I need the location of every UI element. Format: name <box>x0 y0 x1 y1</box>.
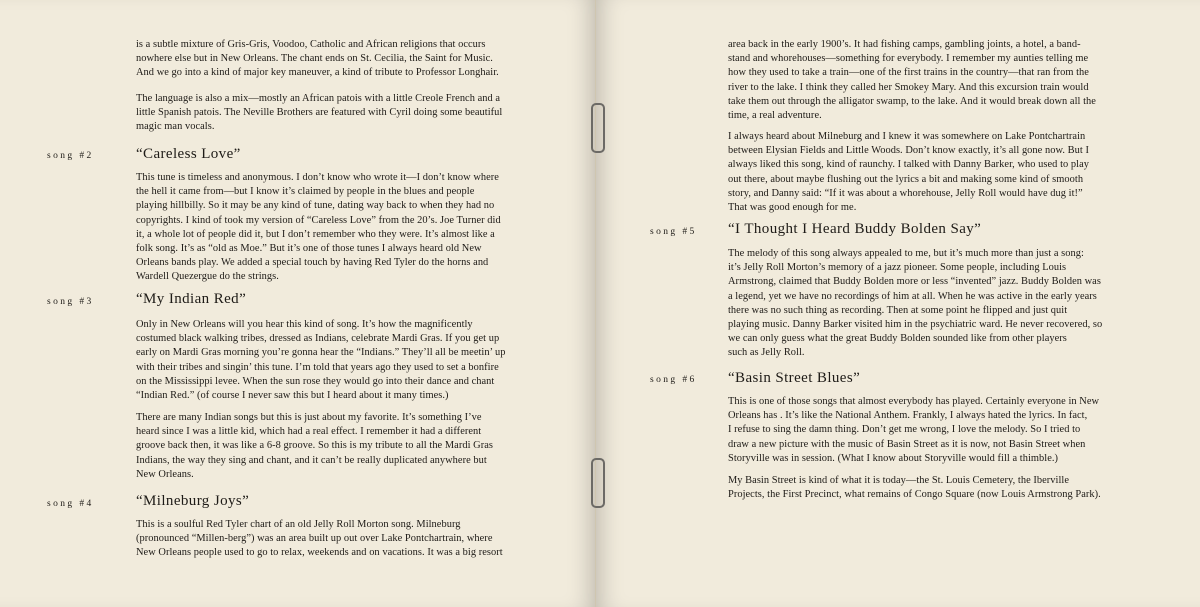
text-line: there was no such thing as recording. Then at some point he flipped and just quit <box>728 304 1068 316</box>
song-2-label: song #2 <box>47 151 94 161</box>
milneburg-continued-1 <box>728 38 1096 123</box>
text-line: nowhere else but in New Orleans. The chant ends on St. Cecilia, the Saint for Music. <box>136 53 493 65</box>
text-line: a legend, yet we have no recordings of him at all. When he was active in the early years <box>728 290 1097 302</box>
staple-top <box>591 103 605 153</box>
song-3-title: “My Indian Red” <box>136 291 247 307</box>
text-line: “Indian Red.” (of course I never saw this but I heard about it many times.) <box>136 390 449 402</box>
text-line: There are many Indian songs but this is just about my favorite. It’s something I’ve <box>136 412 482 423</box>
text-line: on the Mississippi levee. When the sun rose they would go into their dance and chant <box>136 375 495 387</box>
song-3-body-1 <box>136 318 505 403</box>
text-line: river to the lake. I think they called her Smokey Mary. And this excursion train would <box>728 81 1089 93</box>
song-4-body <box>136 518 503 561</box>
text-line: Only in New Orleans will you hear this kind of song. It’s how the magnificently <box>136 319 473 330</box>
right-page <box>596 0 1200 607</box>
text-line: Storyville was in session. (What I know about Storyville would fill a thimble.) <box>728 452 1059 464</box>
text-line: Indians, the way they sing and chant, and it can’t be really duplicated anywhere but <box>136 454 487 466</box>
text-line: heard since I was a little kid, which had a real effect. I remember it had a different <box>136 426 482 438</box>
song-4-label: song #4 <box>47 499 94 509</box>
text-line: And we go into a kind of major key maneuver, a kind of tribute to Professor Longhair. <box>136 67 499 79</box>
song-3-body-2 <box>136 411 493 482</box>
text-line: always liked this song, kind of raunchy. I talked with Danny Barker, who used to play <box>728 159 1089 171</box>
text-line: with their tribes and singin’ this tune. I’m told that years ago they used to set a bonfire <box>136 361 499 373</box>
language-paragraph <box>136 92 502 135</box>
text-line: This tune is timeless and anonymous. I don’t know who wrote it—I don’t know where <box>136 172 499 183</box>
text-line: the hell it came from—but I know it’s claimed by people in the blues and people <box>136 186 475 198</box>
text-line: New Orleans people used to go to relax, weekends and on vacations. It was a big resort <box>136 547 503 559</box>
song-6-label: song #6 <box>650 375 697 385</box>
song-3-label: song #3 <box>47 297 94 307</box>
song-2-body <box>136 171 501 285</box>
text-line: I refuse to sing the damn thing. Don’t get me wrong, I love the melody. So I tried to <box>728 424 1081 436</box>
text-line: between Elysian Fields and Little Woods. Don’t know exactly, it’s all gone now. But I <box>728 145 1089 157</box>
text-line: draw a new picture with the music of Basin Street as it is now, not Basin Street when <box>728 438 1086 450</box>
song-6-title: “Basin Street Blues” <box>728 370 861 386</box>
text-line: Wardell Quezergue do the strings. <box>136 271 279 283</box>
text-line: This is one of those songs that almost everybody has played. Certainly everyone in New <box>728 396 1100 407</box>
text-line: Orleans bands play. We added a special touch by having Red Tyler do the horns and <box>136 257 489 269</box>
milneburg-continued-2 <box>728 130 1089 215</box>
text-line: little Spanish patois. The Neville Brothers are featured with Cyril doing some beautiful <box>136 107 503 119</box>
song-5-body <box>728 247 1102 361</box>
text-line: My Basin Street is kind of what it is today—the St. Louis Cemetery, the Iberville <box>728 475 1070 486</box>
text-line: copyrights. I kind of took my version of “Careless Love” from the 20’s. Joe Turner did <box>136 214 501 226</box>
text-line: Projects, the First Precinct, what remains of Congo Square (now Louis Armstrong Park). <box>728 489 1101 501</box>
song-6-body-2 <box>728 474 1101 502</box>
text-line: early on Mardi Gras morning you’re gonna hear the “Indians.” They’ll all be meetin’ up <box>136 347 506 359</box>
text-line: costumed black walking tribes, dressed as Indians, celebrate Mardi Gras. If you get up <box>136 333 500 345</box>
song-2-title: “Careless Love” <box>136 146 241 162</box>
text-line: The melody of this song always appealed to me, but it’s much more than just a song: <box>728 248 1084 259</box>
song-4-title: “Milneburg Joys” <box>136 493 250 509</box>
text-line: I always heard about Milneburg and I knew it was somewhere on Lake Pontchartrain <box>728 131 1086 142</box>
text-line: time, a real adventure. <box>728 110 822 122</box>
text-line: This is a soulful Red Tyler chart of an old Jelly Roll Morton song. Milneburg <box>136 519 461 530</box>
text-line: out there, about maybe flushing out the lyrics a bit and making some kind of smooth <box>728 173 1084 185</box>
text-line: magic man vocals. <box>136 121 215 133</box>
text-line: New Orleans. <box>136 468 194 480</box>
text-line: The language is also a mix—mostly an African patois with a little Creole French and a <box>136 93 501 104</box>
text-line: playing hillbilly. So it may be any kind of tune, dating way back to when they had no <box>136 200 495 212</box>
text-line: stand and whorehouses—something for everybody. I remember my aunties telling me <box>728 53 1089 65</box>
staple-bottom <box>591 458 605 508</box>
text-line: Orleans has . It’s like the National Anthem. Frankly, I always hated the lyrics. In fact, <box>728 410 1088 422</box>
text-line: is a subtle mixture of Gris-Gris, Voodoo, Catholic and African religions that occurs <box>136 39 486 50</box>
text-line: playing music. Danny Barker visited him in the psychiatric ward. He never recovered, so <box>728 319 1103 331</box>
intro-paragraph <box>136 38 499 81</box>
text-line: story, and Danny said: “If it was about a whorehouse, Jelly Roll would have dug it!” <box>728 187 1083 199</box>
song-6-body-1 <box>728 395 1099 466</box>
text-line: That was good enough for me. <box>728 202 857 214</box>
song-5-label: song #5 <box>650 227 697 237</box>
text-line: it, a whole lot of people did it, but I don’t remember who they were. It’s almost like a <box>136 228 495 240</box>
text-line: such as Jelly Roll. <box>728 347 805 359</box>
text-line: take them out through the alligator swamp, to the lake. And it would break down all the <box>728 95 1096 107</box>
text-line: how they used to take a train—one of the first trains in the country—that ran from the <box>728 67 1089 79</box>
text-line: it’s Jelly Roll Morton’s memory of a jazz pioneer. Some people, including Louis <box>728 262 1067 274</box>
song-5-title: “I Thought I Heard Buddy Bolden Say” <box>728 221 982 237</box>
left-page <box>0 0 596 607</box>
text-line: (pronounced “Millen-berg”) was an area built up out over Lake Pontchartrain, where <box>136 533 493 545</box>
text-line: folk song. It’s as “old as Moe.” But it’s one of those tunes I always heard old New <box>136 243 482 255</box>
text-line: we can only guess what the great Buddy Bolden sounded like from other players <box>728 333 1067 345</box>
text-line: groove back then, it was like a 6-8 groove. So this is my tribute to all the Mardi Gras <box>136 440 493 452</box>
text-line: area back in the early 1900’s. It had fishing camps, gambling joints, a hotel, a band- <box>728 39 1081 50</box>
text-line: Armstrong, claimed that Buddy Bolden more or less “invented” jazz. Buddy Bolden was <box>728 276 1101 288</box>
